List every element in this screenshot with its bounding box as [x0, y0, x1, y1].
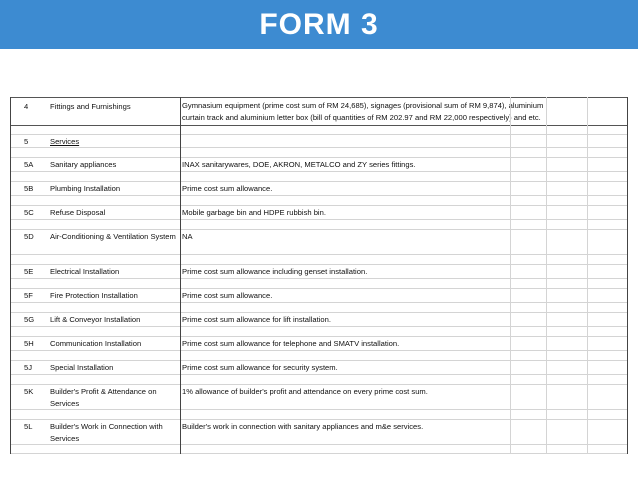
table-row [10, 313, 628, 327]
row-number: 5 [24, 137, 29, 146]
table-row [10, 385, 628, 410]
item-name: Lift & Conveyor Installation [50, 315, 141, 324]
section-heading: Services [50, 137, 80, 146]
item-description: Prime cost sum allowance for lift installation. [182, 315, 331, 324]
grid-line [546, 97, 547, 454]
item-description: Prime cost sum allowance including genset installation. [182, 267, 368, 276]
spacer-row [10, 351, 628, 361]
row-number: 4 [24, 102, 29, 111]
table-row [10, 98, 628, 126]
item-name: Air-Conditioning & Ventilation System [50, 232, 176, 241]
row-number: 5J [24, 363, 33, 372]
table-row [10, 337, 628, 351]
spacer-row [10, 410, 628, 420]
item-description: Prime cost sum allowance. [182, 184, 273, 193]
item-name: Refuse Disposal [50, 208, 106, 217]
item-name: Sanitary appliances [50, 160, 117, 169]
table-row [10, 230, 628, 255]
item-description: Prime cost sum allowance. [182, 291, 273, 300]
item-description: NA [182, 232, 193, 241]
table-row [10, 289, 628, 303]
item-description: INAX sanitarywares, DOE, AKRON, METALCO and ZY series fittings. [182, 160, 416, 169]
item-description: 1% allowance of builder's profit and attendance on every prime cost sum. [182, 387, 428, 396]
spacer-row [10, 303, 628, 313]
item-name: Fittings and Furnishings [50, 102, 131, 111]
table-row [10, 135, 628, 148]
header-banner [0, 0, 638, 49]
row-number: 5D [24, 232, 34, 241]
item-description [182, 98, 632, 125]
item-name: Electrical Installation [50, 267, 120, 276]
spacer-row [10, 255, 628, 265]
row-number: 5F [24, 291, 33, 300]
table-row [10, 361, 628, 375]
item-description: Prime cost sum allowance for telephone and SMATV installation. [182, 339, 400, 348]
row-number: 5E [24, 267, 34, 276]
row-number: 5A [24, 160, 34, 169]
grid-line [10, 97, 11, 454]
table-row [10, 420, 628, 445]
table-row [10, 206, 628, 220]
grid-line [627, 97, 628, 454]
row-number: 5B [24, 184, 34, 193]
spacer-row [10, 445, 628, 454]
item-description: Prime cost sum allowance for security system. [182, 363, 338, 372]
spacer-row [10, 172, 628, 182]
item-name: Fire Protection Installation [50, 291, 138, 300]
table-row [10, 265, 628, 279]
row-number: 5C [24, 208, 34, 217]
spacer-row [10, 148, 628, 158]
grid-line [510, 97, 511, 454]
item-description: Builder's work in connection with sanitary appliances and m&e services. [182, 422, 424, 431]
row-number: 5K [24, 387, 34, 396]
item-name: Communication Installation [50, 339, 142, 348]
item-name: Builder's Profit & Attendance on Services [50, 387, 157, 408]
table-row [10, 158, 628, 172]
spacer-row [10, 126, 628, 135]
description-line: Gymnasium equipment (prime cost sum of RM 24,685), signages (provisional sum of RM 9,874), aluminium [182, 101, 544, 110]
spreadsheet-table [10, 97, 628, 454]
spacer-row [10, 196, 628, 206]
item-name: Builder's Work in Connection with Services [50, 422, 163, 443]
spacer-row [10, 220, 628, 230]
spacer-row [10, 375, 628, 385]
row-number: 5G [24, 315, 35, 324]
item-name: Plumbing Installation [50, 184, 121, 193]
spacer-row [10, 327, 628, 337]
page-title: FORM 3 [259, 7, 379, 41]
description-line: curtain track and aluminium letter box (bill of quantities of RM 202.97 and RM 22,000 respectively) and etc. [182, 112, 541, 122]
spacer-row [10, 279, 628, 289]
table-row [10, 182, 628, 196]
item-description: Mobile garbage bin and HDPE rubbish bin. [182, 208, 326, 217]
item-name: Special Installation [50, 363, 114, 372]
row-number: 5L [24, 422, 33, 431]
grid-line [587, 97, 588, 454]
row-number: 5H [24, 339, 34, 348]
grid-line [180, 97, 181, 454]
